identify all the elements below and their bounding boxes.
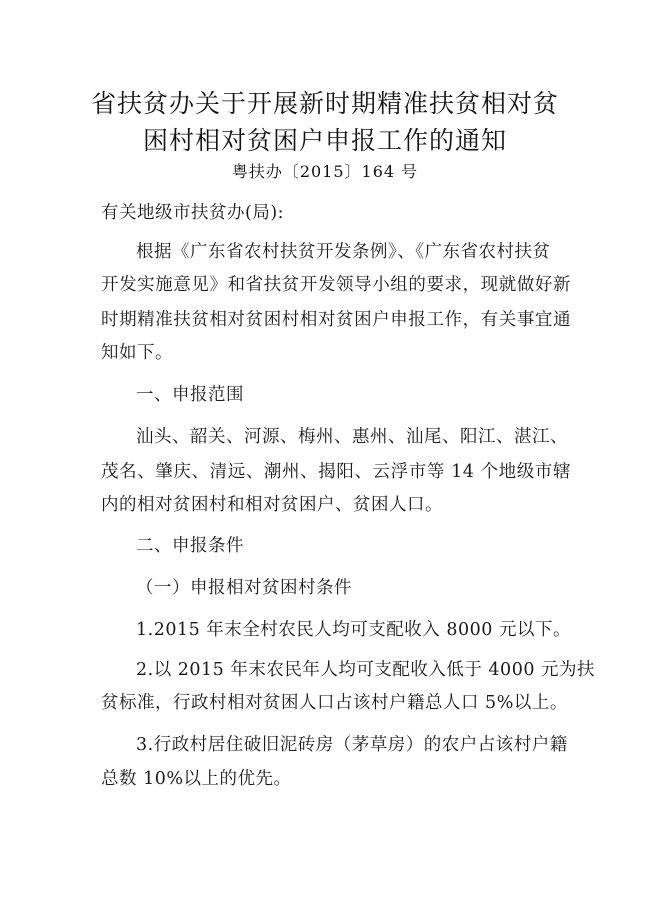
salutation: 有关地级市扶贫办(局): [101,203,285,223]
condition-item: 1.2015 年末全村农民人均可支配收入 8000 元以下。 [136,620,571,640]
section-heading: 二、申报条件 [136,536,244,556]
subsection-heading: （一）申报相对贫困村条件 [136,578,352,598]
document-title-line-2: 困村相对贫困户申报工作的通知 [142,126,507,155]
section-line: 汕头、韶关、河源、梅州、惠州、汕尾、阳江、湛江、 [136,427,568,447]
intro-line: 根据《广东省农村扶贫开发条例》、《广东省农村扶贫 [136,242,551,262]
intro-line: 开发实施意见》和省扶贫开发领导小组的要求，现就做好新 [101,275,571,295]
document-number: 粤扶办〔2015〕164 号 [231,162,419,181]
condition-item: 贫标准，行政村相对贫困人口占该村户籍总人口 5%以上。 [101,693,568,713]
condition-item: 3.行政村居住破旧泥砖房（茅草房）的农户占该村户籍 [136,735,568,755]
intro-line: 知如下。 [101,343,173,363]
section-line: 茂名、肇庆、清远、潮州、揭阳、云浮市等 14 个地级市辖 [101,462,571,482]
section-line: 内的相对贫困村和相对贫困户、贫困人口。 [101,495,443,515]
document-title-line-1: 省扶贫办关于开展新时期精准扶贫相对贫 [90,89,559,118]
condition-item: 总数 10%以上的优先。 [101,769,292,789]
section-heading: 一、申报范围 [136,385,244,405]
condition-item: 2.以 2015 年末农民年人均可支配收入低于 4000 元为扶 [136,660,596,680]
intro-line: 时期精准扶贫相对贫困村相对贫困户申报工作，有关事宜通 [101,310,571,330]
